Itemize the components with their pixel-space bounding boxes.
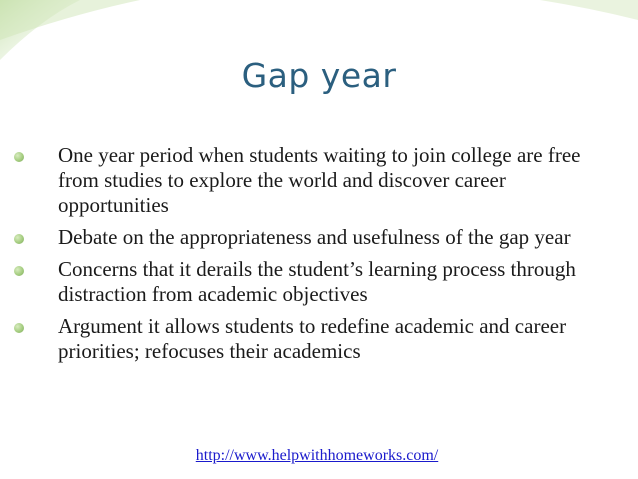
bullet-text: One year period when students waiting to join college are free from studies to explore the world and discover career opportunities xyxy=(58,143,581,217)
bullet-item xyxy=(14,257,614,307)
bullet-item xyxy=(14,225,614,250)
bullet-item xyxy=(14,143,614,218)
bullet-text: Concerns that it derails the student’s learning process through distraction from academic objectives xyxy=(58,257,576,306)
bullet-list xyxy=(14,143,614,371)
bullet-dot-icon xyxy=(14,266,24,276)
slide-title: Gap year xyxy=(241,56,397,95)
bullet-dot-icon xyxy=(14,152,24,162)
bullet-text: Debate on the appropriateness and usefulness of the gap year xyxy=(58,225,571,249)
bullet-dot-icon xyxy=(14,234,24,244)
bullet-text: Argument it allows students to redefine academic and career priorities; refocuses their academics xyxy=(58,314,567,363)
website-link[interactable]: http://www.helpwithhomeworks.com/ xyxy=(195,447,439,464)
bullet-dot-icon xyxy=(14,323,24,333)
bullet-item xyxy=(14,314,614,364)
